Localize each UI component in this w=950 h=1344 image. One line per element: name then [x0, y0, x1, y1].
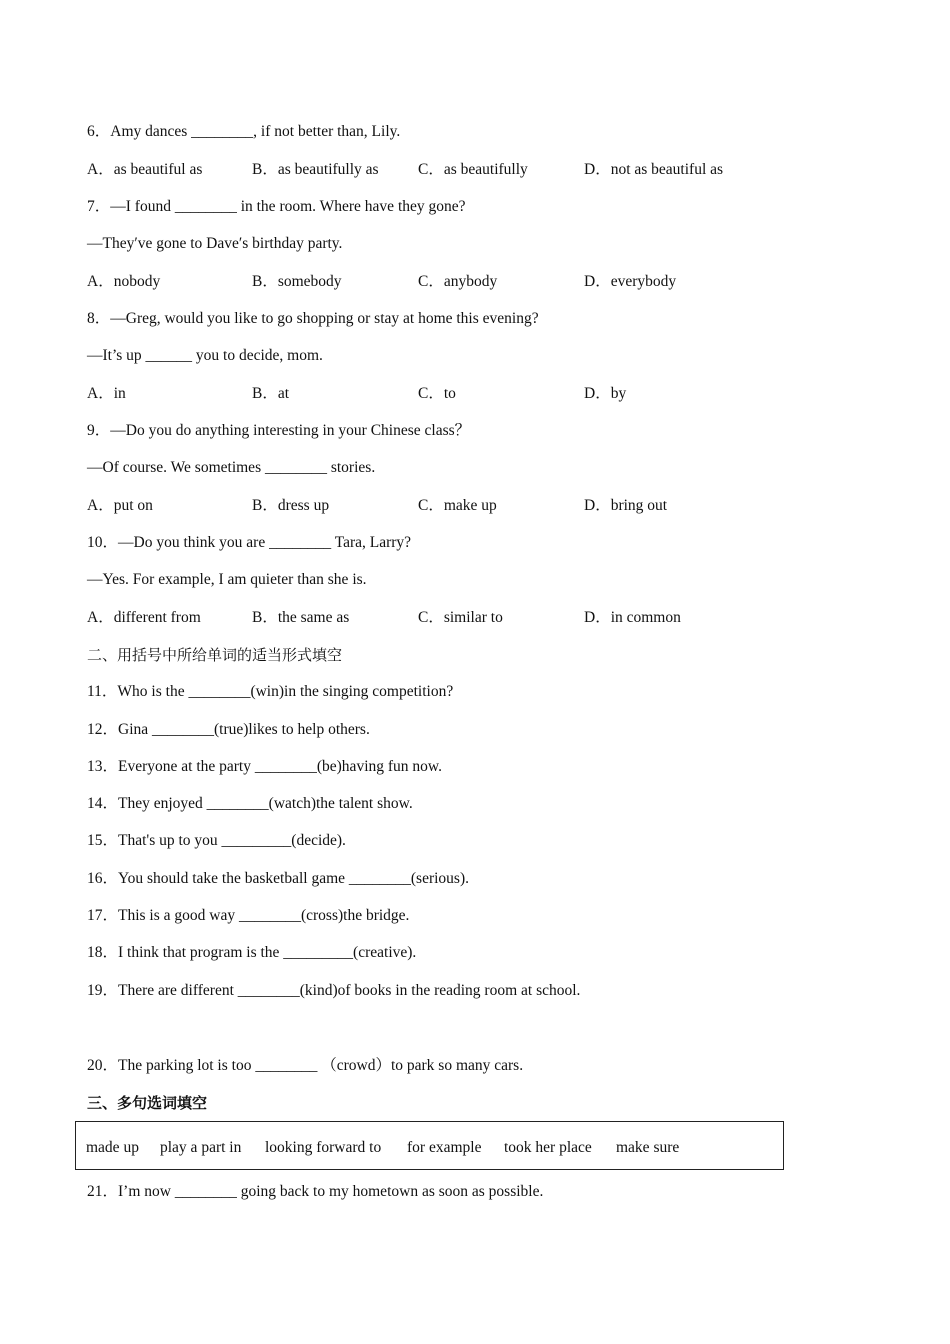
question-10-reply: —Yes. For example, I am quieter than she is.	[87, 571, 367, 588]
question-9-reply: —Of course. We sometimes ________ stories.	[87, 459, 376, 476]
question-13: 13．Everyone at the party ________(be)having fun now.	[87, 758, 442, 775]
word-bank-item: for example	[407, 1139, 482, 1156]
question-12: 12．Gina ________(true)likes to help others.	[87, 721, 370, 738]
question-10-option-d: D．in common	[584, 609, 681, 626]
word-bank-item: make sure	[616, 1139, 680, 1156]
question-7-reply: —They′ve gone to Dave′s birthday party.	[87, 235, 343, 252]
word-bank-item: play a part in	[160, 1139, 242, 1156]
question-6-stem: 6．Amy dances ________, if not better than, Lily.	[87, 123, 401, 140]
question-18: 18．I think that program is the _________(creative).	[87, 944, 417, 961]
question-14: 14．They enjoyed ________(watch)the talent show.	[87, 795, 413, 812]
question-7-option-b: B．somebody	[252, 273, 342, 290]
question-6-option-c: C．as beautifully	[418, 161, 528, 178]
question-8-option-d: D．by	[584, 385, 627, 402]
word-bank-item: made up	[86, 1139, 139, 1156]
question-7-option-d: D．everybody	[584, 273, 677, 290]
section-2-title: 二、用括号中所给单词的适当形式填空	[87, 646, 343, 664]
question-7-stem: 7．—I found ________ in the room. Where have they gone?	[87, 198, 466, 215]
question-6-option-a: A．as beautiful as	[87, 161, 203, 178]
question-7-option-a: A．nobody	[87, 273, 161, 290]
question-17: 17．This is a good way ________(cross)the bridge.	[87, 907, 410, 924]
question-8-option-c: C．to	[418, 385, 456, 402]
question-10-stem: 10．—Do you think you are ________ Tara, Larry?	[87, 534, 412, 551]
question-19: 19．There are different ________(kind)of books in the reading room at school.	[87, 982, 581, 999]
question-15: 15．That's up to you _________(decide).	[87, 832, 346, 849]
word-bank-item: took her place	[504, 1139, 592, 1156]
word-bank-item: looking forward to	[265, 1139, 382, 1156]
question-21: 21．I’m now ________ going back to my hometown as soon as possible.	[87, 1183, 544, 1200]
question-8-reply: —It’s up ______ you to decide, mom.	[87, 347, 323, 364]
question-9-option-a: A．put on	[87, 497, 153, 514]
question-9-option-b: B．dress up	[252, 497, 330, 514]
question-11: 11．Who is the ________(win)in the singing competition?	[87, 683, 454, 700]
question-16: 16．You should take the basketball game ________(serious).	[87, 870, 469, 887]
question-10-option-a: A．different from	[87, 609, 201, 626]
question-10-option-b: B．the same as	[252, 609, 350, 626]
question-8-stem: 8．—Greg, would you like to go shopping or stay at home this evening?	[87, 310, 539, 327]
question-9-option-d: D．bring out	[584, 497, 668, 514]
question-6-option-d: D．not as beautiful as	[584, 161, 724, 178]
question-8-option-b: B．at	[252, 385, 290, 402]
section-3-title: 三、多句选词填空	[87, 1094, 208, 1112]
word-bank-box	[75, 1121, 784, 1170]
question-9-option-c: C．make up	[418, 497, 497, 514]
question-20: 20．The parking lot is too ________ （crowd）to park so many cars.	[87, 1057, 524, 1074]
question-7-option-c: C．anybody	[418, 273, 498, 290]
question-9-stem: 9．—Do you do anything interesting in your Chinese class？	[87, 422, 471, 439]
question-10-option-c: C．similar to	[418, 609, 503, 626]
question-8-option-a: A．in	[87, 385, 126, 402]
question-6-option-b: B．as beautifully as	[252, 161, 379, 178]
